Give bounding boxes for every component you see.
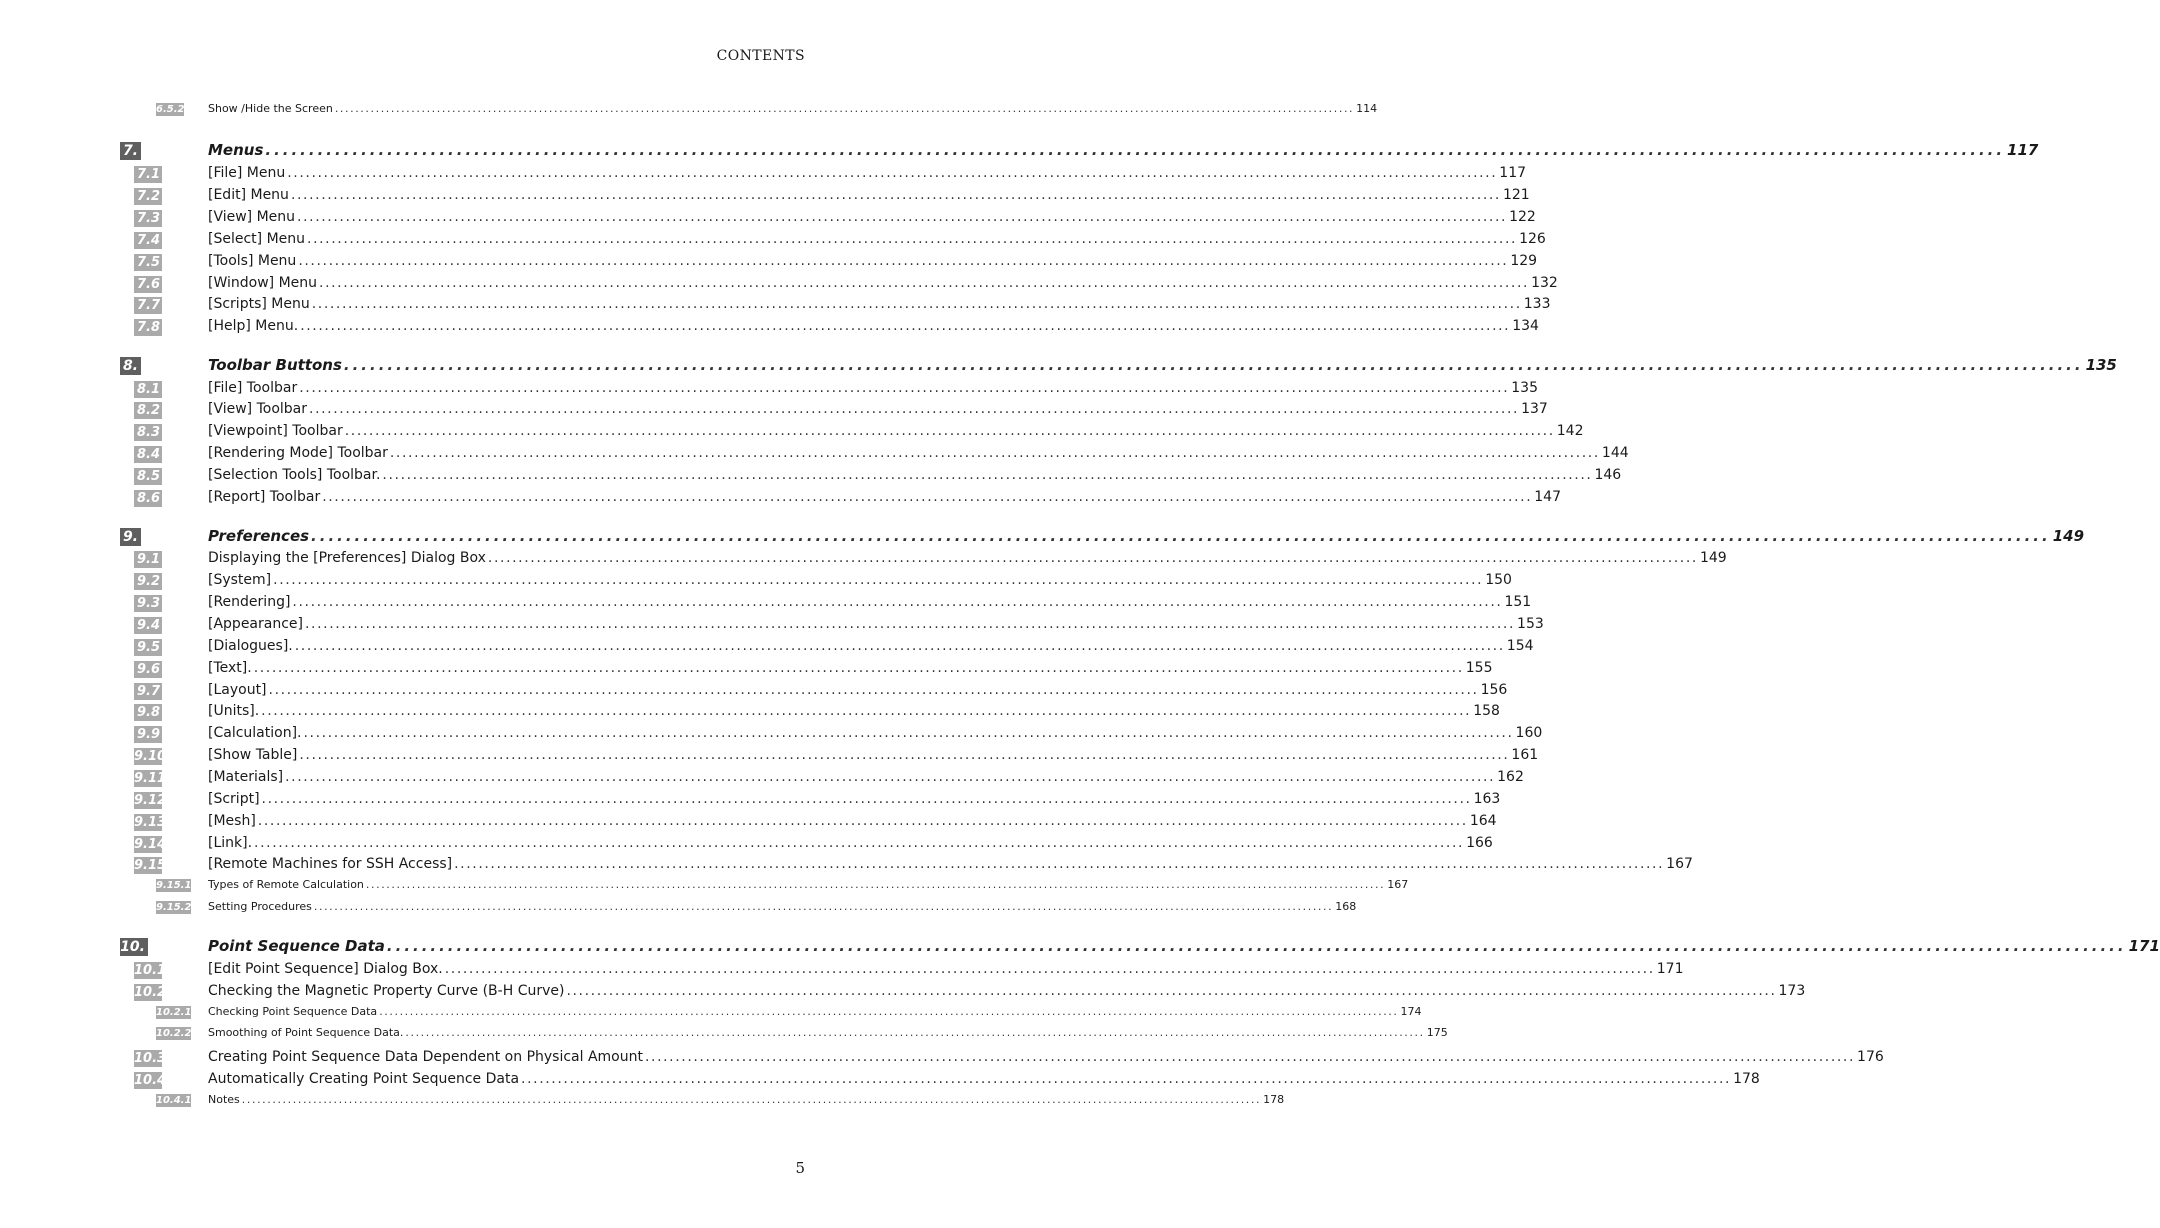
toc-entry-number: 9.10 — [134, 749, 167, 764]
dot-leader: ........................................................................................................................................................................................................ — [405, 1026, 1425, 1039]
toc-entry-page: 178 — [1733, 1071, 1760, 1087]
toc-entry-number: 9.13 — [134, 815, 167, 830]
toc-entry-page: 155 — [1465, 660, 1493, 676]
toc-entry-title: [Edit] Menu — [208, 187, 289, 203]
toc-entry-title: Displaying the [Preferences] Dialog Box — [208, 550, 486, 566]
toc-entry-number: 9.8 — [134, 704, 162, 721]
dot-leader: ........................................................................................................................................................................................................ — [268, 682, 1479, 698]
toc-entry-title: [Scripts] Menu — [208, 296, 310, 312]
toc-entry-number: 9.14 — [134, 837, 167, 852]
toc-entry-page: 121 — [1502, 187, 1530, 203]
dot-leader: ........................................................................................................................................................................................................ — [292, 594, 1503, 610]
toc-entry-page: 126 — [1519, 231, 1546, 247]
toc-entry-title: Checking the Magnetic Property Curve (B-H Curve) — [208, 983, 565, 999]
toc-entry-number: 10.2 — [134, 985, 167, 1000]
toc-entry-line — [208, 550, 1727, 566]
toc-entry-number: 9.12 — [134, 793, 167, 808]
page-number: 5 — [795, 1159, 805, 1177]
dot-leader: ........................................................................................................................................................................................................ — [334, 102, 1355, 115]
toc-entry-line — [208, 1071, 1760, 1087]
toc-entry-title: [Rendering] — [208, 594, 291, 610]
toc-entry-line — [208, 878, 1409, 891]
toc-entry-number: 7.5 — [134, 254, 162, 271]
dot-leader: ........................................................................................................................................................................................................ — [294, 638, 1505, 654]
toc-entry-number: 8.6 — [134, 490, 162, 507]
toc-entry-number: 8.2 — [134, 402, 162, 419]
toc-entry-page: 166 — [1466, 835, 1493, 851]
toc-entry-number: 9.15.2 — [156, 902, 192, 913]
toc-entry-page: 167 — [1387, 878, 1409, 891]
toc-entry-page: 150 — [1485, 572, 1512, 588]
toc-entry-line — [208, 489, 1561, 505]
toc-entry-line — [208, 209, 1536, 225]
toc-entry-line — [208, 572, 1512, 588]
toc-entry-number: 8. — [120, 357, 141, 375]
toc-entry-title: [Appearance] — [208, 616, 303, 632]
toc-entry-title: Checking Point Sequence Data — [208, 1005, 378, 1018]
toc-entry-page: 160 — [1515, 725, 1543, 741]
toc-entry-number: 7.4 — [134, 232, 162, 249]
toc-entry-title: Point Sequence Data — [208, 937, 385, 955]
dot-leader: ........................................................................................................................................................................................................ — [290, 187, 1501, 203]
toc-entry-number: 8.4 — [134, 446, 162, 463]
dot-leader: ........................................................................................................................................................................................................ — [365, 878, 1386, 891]
toc-entry-page: 114 — [1356, 102, 1378, 115]
dot-leader: ........................................................................................................................................................................................................ — [285, 769, 1496, 785]
toc-entry-line — [208, 983, 1806, 999]
toc-entry-number: 10.2.2 — [156, 1028, 192, 1039]
toc-entry-line — [208, 937, 2160, 955]
toc-entry-page: 129 — [1510, 253, 1538, 269]
toc-entry-line — [208, 1005, 1422, 1018]
toc-entry-page: 142 — [1556, 423, 1584, 439]
toc-entry-number: 9.7 — [134, 683, 162, 700]
toc-entry-page: 176 — [1857, 1049, 1884, 1065]
toc-entry-number: 9. — [120, 528, 141, 546]
dot-leader: ........................................................................................................................................................................................................ — [241, 1093, 1262, 1106]
toc-entry-number: 8.1 — [134, 381, 162, 398]
dot-leader: ........................................................................................................................................................................................................ — [297, 209, 1508, 225]
toc-entry-page: 173 — [1778, 983, 1806, 999]
toc-entry-line — [208, 1049, 1884, 1065]
dot-leader: ........................................................................................................................................................................................................ — [487, 550, 1698, 566]
toc-entry-title: [Tools] Menu — [208, 253, 297, 269]
toc-entry-line — [208, 165, 1527, 181]
toc-entry-title: [Calculation]. — [208, 725, 302, 741]
toc-entry-number: 8.5 — [134, 468, 162, 485]
toc-entry-line — [208, 682, 1508, 698]
dot-leader: ........................................................................................................................................................................................................ — [261, 791, 1472, 807]
toc-entry-page: 135 — [1511, 380, 1538, 396]
toc-entry-number: 10.1 — [134, 963, 167, 978]
toc-entry-title: Notes — [208, 1093, 240, 1106]
dot-leader: ........................................................................................................................................................................................................ — [311, 296, 1522, 312]
toc-entry-line — [208, 380, 1538, 396]
toc-entry-title: [Report] Toolbar — [208, 489, 321, 505]
toc-entry-title: Toolbar Buttons — [208, 356, 342, 374]
running-header: CONTENTS — [716, 48, 805, 64]
dot-leader: ........................................................................................................................................................................................................ — [382, 467, 1593, 483]
toc-entry-page: 149 — [1699, 550, 1727, 566]
toc-entry-title: [Units]. — [208, 703, 260, 719]
dot-leader: ........................................................................................................................................................................................................ — [307, 231, 1518, 247]
dot-leader: ........................................................................................................................................................................................................ — [566, 983, 1777, 999]
dot-leader: ........................................................................................................................................................................................................ — [343, 356, 2084, 374]
dot-leader: ........................................................................................................................................................................................................ — [444, 961, 1655, 977]
toc-entry-title: [Rendering Mode] Toolbar — [208, 445, 388, 461]
toc-entry-title: [File] Menu — [208, 165, 286, 181]
toc-entry-title: [Show Table] — [208, 747, 298, 763]
toc-entry-number: 6.5.2 — [156, 104, 185, 115]
toc-entry-number: 7.1 — [134, 166, 162, 183]
toc-entry-page: 117 — [2007, 141, 2039, 159]
toc-entry-line — [208, 835, 1493, 851]
toc-entry-line — [208, 813, 1497, 829]
dot-leader: ........................................................................................................................................................................................................ — [253, 660, 1464, 676]
toc-entry-page: 163 — [1473, 791, 1501, 807]
toc-entry-number: 7.3 — [134, 210, 162, 227]
toc-entry-line — [208, 275, 1558, 291]
toc-entry-page: 154 — [1506, 638, 1534, 654]
toc-entry-page: 164 — [1469, 813, 1497, 829]
toc-entry-line — [208, 231, 1546, 247]
dot-leader: ........................................................................................................................................................................................................ — [265, 141, 2006, 159]
toc-entry-line — [208, 900, 1357, 913]
toc-entry-page: 135 — [2085, 356, 2117, 374]
toc-entry-line — [208, 253, 1538, 269]
toc-entry-number: 9.2 — [134, 573, 162, 590]
toc-entry-page: 133 — [1523, 296, 1551, 312]
toc-entry-line — [208, 769, 1524, 785]
toc-entry-number: 7.6 — [134, 276, 162, 293]
toc-entry-line — [208, 356, 2117, 374]
toc-entry-title: Preferences — [208, 527, 310, 545]
toc-entry-number: 10.4.1 — [156, 1095, 192, 1106]
toc-entry-title: [Remote Machines for SSH Access] — [208, 856, 453, 872]
toc-entry-line — [208, 616, 1544, 632]
dot-leader: ........................................................................................................................................................................................................ — [273, 572, 1484, 588]
toc-entry-page: 156 — [1480, 682, 1508, 698]
toc-entry-line — [208, 703, 1500, 719]
toc-entry-page: 144 — [1601, 445, 1629, 461]
toc-entry-line — [208, 1026, 1448, 1039]
toc-entry-page: 178 — [1263, 1093, 1285, 1106]
toc-entry-page: 122 — [1509, 209, 1536, 225]
toc-entry-line — [208, 747, 1539, 763]
toc-entry-number: 7.8 — [134, 319, 162, 336]
toc-entry-line — [208, 102, 1378, 115]
toc-entry-title: [Link]. — [208, 835, 253, 851]
toc-entry-title: Automatically Creating Point Sequence Data — [208, 1071, 520, 1087]
dot-leader: ........................................................................................................................................................................................................ — [454, 856, 1665, 872]
toc-entry-title: [Select] Menu — [208, 231, 306, 247]
toc-entry-line — [208, 961, 1684, 977]
dot-leader: ........................................................................................................................................................................................................ — [299, 747, 1510, 763]
toc-entry-title: Show /Hide the Screen — [208, 102, 333, 115]
dot-leader: ........................................................................................................................................................................................................ — [261, 703, 1472, 719]
dot-leader: ........................................................................................................................................................................................................ — [305, 616, 1516, 632]
toc-entry-line — [208, 660, 1493, 676]
toc-entry-page: 174 — [1400, 1005, 1422, 1018]
toc-entry-number: 10. — [120, 938, 148, 956]
toc-entry-line — [208, 856, 1693, 872]
toc-entry-title: [Help] Menu. — [208, 318, 299, 334]
toc-entry-line — [208, 638, 1534, 654]
toc-entry-number: 10.4 — [134, 1073, 167, 1088]
toc-entry-page: 175 — [1426, 1026, 1448, 1039]
toc-entry-page: 162 — [1497, 769, 1524, 785]
toc-entry-page: 158 — [1473, 703, 1500, 719]
toc-entry-page: 146 — [1594, 467, 1622, 483]
toc-entry-title: [File] Toolbar — [208, 380, 298, 396]
toc-entry-title: [Mesh] — [208, 813, 256, 829]
toc-entry-page: 153 — [1517, 616, 1544, 632]
toc-entry-page: 132 — [1531, 275, 1558, 291]
dot-leader: ........................................................................................................................................................................................................ — [298, 253, 1509, 269]
toc-entry-number: 8.3 — [134, 424, 162, 441]
toc-entry-number: 9.11 — [134, 771, 167, 786]
toc-entry-number: 9.6 — [134, 661, 162, 678]
toc-entry-page: 117 — [1499, 165, 1527, 181]
toc-entry-page: 171 — [2128, 937, 2160, 955]
toc-entry-page: 137 — [1521, 401, 1548, 417]
toc-entry-number: 10.3 — [134, 1051, 167, 1066]
dot-leader: ........................................................................................................................................................................................................ — [299, 380, 1510, 396]
toc-entry-title: [Viewpoint] Toolbar — [208, 423, 343, 439]
toc-entry-title: Menus — [208, 141, 264, 159]
toc-entry-page: 149 — [2052, 527, 2085, 545]
toc-entry-line — [208, 1093, 1285, 1106]
toc-entry-title: [Layout] — [208, 682, 267, 698]
toc-entry-title: [Materials] — [208, 769, 284, 785]
toc-entry-line — [208, 401, 1548, 417]
dot-leader: ........................................................................................................................................................................................................ — [344, 423, 1555, 439]
toc-entry-title: [Dialogues]. — [208, 638, 293, 654]
toc-entry-number: 9.5 — [134, 639, 162, 656]
toc-entry-number: 9.3 — [134, 595, 162, 612]
toc-entry-number: 7.7 — [134, 297, 162, 314]
toc-entry-number: 9.9 — [134, 726, 162, 743]
toc-entry-line — [208, 296, 1551, 312]
toc-entry-line — [208, 791, 1501, 807]
toc-entry-line — [208, 187, 1530, 203]
toc-entry-title: [View] Toolbar — [208, 401, 308, 417]
toc-entry-line — [208, 423, 1584, 439]
dot-leader: ........................................................................................................................................................................................................ — [644, 1049, 1856, 1065]
dot-leader: ........................................................................................................................................................................................................ — [303, 725, 1514, 741]
dot-leader: ........................................................................................................................................................................................................ — [521, 1071, 1732, 1087]
dot-leader: ........................................................................................................................................................................................................ — [257, 813, 1468, 829]
dot-leader: ........................................................................................................................................................................................................ — [319, 275, 1530, 291]
toc-entry-title: Creating Point Sequence Data Dependent on Physical Amount — [208, 1049, 643, 1065]
toc-entry-title: [Script] — [208, 791, 260, 807]
dot-leader: ........................................................................................................................................................................................................ — [322, 489, 1533, 505]
toc-entry-number: 10.2.1 — [156, 1007, 192, 1018]
toc-entry-line — [208, 467, 1622, 483]
toc-entry-page: 168 — [1335, 900, 1357, 913]
dot-leader: ........................................................................................................................................................................................................ — [379, 1005, 1399, 1018]
toc-entry-line — [208, 725, 1543, 741]
toc-entry-page: 171 — [1656, 961, 1684, 977]
dot-leader: ........................................................................................................................................................................................................ — [313, 900, 1334, 913]
toc-entry-title: [Selection Tools] Toolbar. — [208, 467, 381, 483]
toc-entry-line — [208, 445, 1629, 461]
dot-leader: ........................................................................................................................................................................................................ — [300, 318, 1511, 334]
toc-entry-title: [System] — [208, 572, 272, 588]
dot-leader: ........................................................................................................................................................................................................ — [389, 445, 1600, 461]
toc-entry-number: 7. — [120, 142, 141, 160]
toc-entry-page: 151 — [1504, 594, 1532, 610]
toc-entry-title: Setting Procedures — [208, 900, 312, 913]
toc-entry-title: Smoothing of Point Sequence Data. — [208, 1026, 404, 1039]
toc-entry-line — [208, 594, 1532, 610]
toc-entry-page: 147 — [1534, 489, 1561, 505]
toc-entry-title: [Window] Menu — [208, 275, 318, 291]
toc-entry-page: 161 — [1511, 747, 1539, 763]
toc-entry-line — [208, 527, 2085, 545]
dot-leader: ........................................................................................................................................................................................................ — [254, 835, 1465, 851]
toc-entry-line — [208, 141, 2039, 159]
toc-entry-number: 9.15.1 — [156, 880, 192, 891]
toc-entry-number: 9.4 — [134, 617, 162, 634]
toc-entry-title: [Text]. — [208, 660, 252, 676]
toc-entry-title: Types of Remote Calculation — [208, 878, 364, 891]
dot-leader: ........................................................................................................................................................................................................ — [386, 937, 2127, 955]
toc-entry-title: [Edit Point Sequence] Dialog Box. — [208, 961, 443, 977]
toc-entry-number: 9.15 — [134, 858, 167, 873]
toc-entry-page: 167 — [1666, 856, 1693, 872]
dot-leader: ........................................................................................................................................................................................................ — [311, 527, 2051, 545]
toc-entry-line — [208, 318, 1539, 334]
dot-leader: ........................................................................................................................................................................................................ — [309, 401, 1520, 417]
toc-entry-title: [View] Menu — [208, 209, 296, 225]
toc-entry-number: 9.1 — [134, 551, 162, 568]
dot-leader: ........................................................................................................................................................................................................ — [287, 165, 1498, 181]
toc-entry-page: 134 — [1512, 318, 1539, 334]
toc-entry-number: 7.2 — [134, 188, 162, 205]
